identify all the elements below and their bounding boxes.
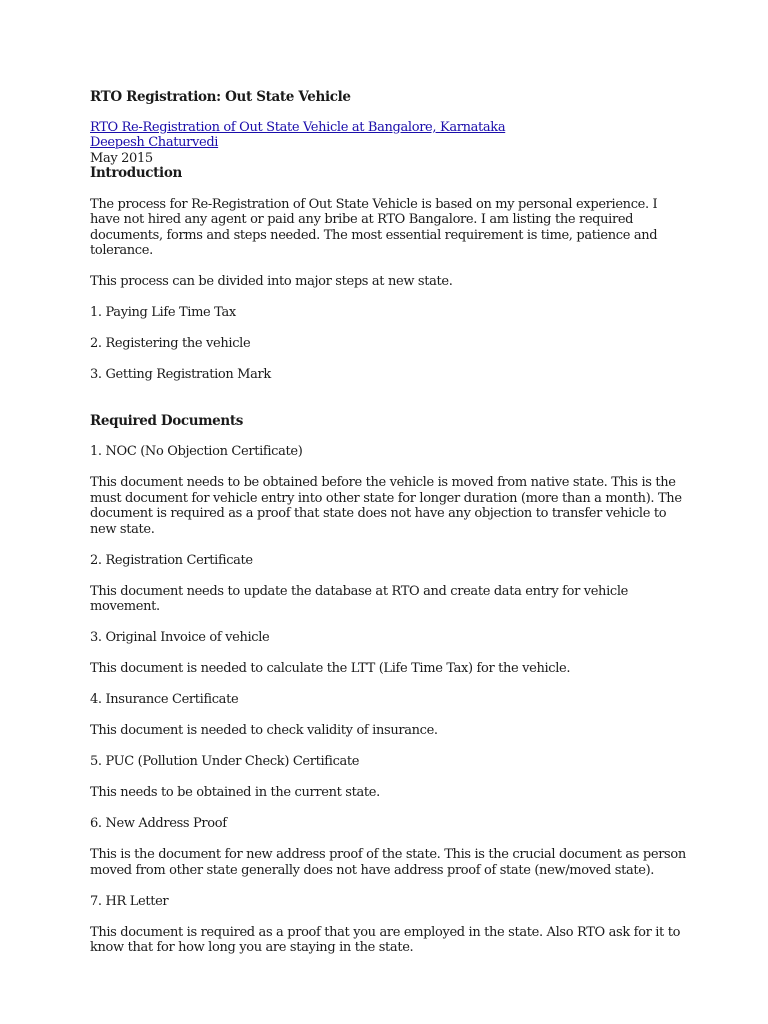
document-item-description: This document is required as a proof that you are employed in the state. Also RTO ask for it to know that for how long you are staying in the state.: [90, 924, 681, 955]
step-item: 2. Registering the vehicle: [90, 336, 251, 351]
required-documents-heading: Required Documents: [90, 412, 244, 429]
document-item-title: 5. PUC (Pollution Under Check) Certificate: [90, 754, 360, 769]
document-title: RTO Registration: Out State Vehicle: [90, 89, 351, 105]
step-item: 1. Paying Life Time Tax: [90, 305, 236, 320]
intro-paragraph: The process for Re-Registration of Out State Vehicle is based on my personal experience. I have not hired any agent or paid any bribe at RTO Bangalore. I am listing the required documents, forms and steps needed. The most essential requirement is time, patience and tolerance.: [90, 196, 658, 258]
author-link[interactable]: Deepesh Chaturvedi: [90, 135, 219, 150]
document-item-description: This needs to be obtained in the current state.: [90, 785, 380, 800]
publish-date: May 2015: [90, 150, 153, 166]
introduction-heading: Introduction: [90, 165, 182, 181]
step-item: 3. Getting Registration Mark: [90, 367, 271, 382]
document-item-title: 4. Insurance Certificate: [90, 692, 239, 707]
article-title-link[interactable]: RTO Re-Registration of Out State Vehicle at Bangalore, Karnataka: [90, 119, 506, 135]
steps-intro-paragraph: This process can be divided into major steps at new state.: [90, 274, 453, 289]
document-item-description: This document is needed to calculate the LTT (Life Time Tax) for the vehicle.: [90, 661, 571, 676]
document-item-title: 1. NOC (No Objection Certificate): [90, 444, 303, 459]
document-item-title: 6. New Address Proof: [90, 816, 227, 831]
document-item-description: This document needs to update the database at RTO and create data entry for vehicle movement.: [90, 583, 628, 614]
document-item-description: This is the document for new address proof of the state. This is the crucial document as person moved from other state generally does not have address proof of state (new/moved state).: [90, 847, 686, 878]
document-item-description: This document needs to be obtained before the vehicle is moved from native state. This is the must document for vehicle entry into other state for longer duration (more than a month). The document is required as a proof that state does not have any objection to transfer vehicle to new state.: [90, 475, 682, 537]
document-item-title: 7. HR Letter: [90, 893, 169, 909]
document-item-title: 2. Registration Certificate: [90, 552, 253, 568]
document-item-title: 3. Original Invoice of vehicle: [90, 630, 270, 645]
document-page: [90, 90, 690, 971]
document-item-description: This document is needed to check validity of insurance.: [90, 723, 438, 738]
